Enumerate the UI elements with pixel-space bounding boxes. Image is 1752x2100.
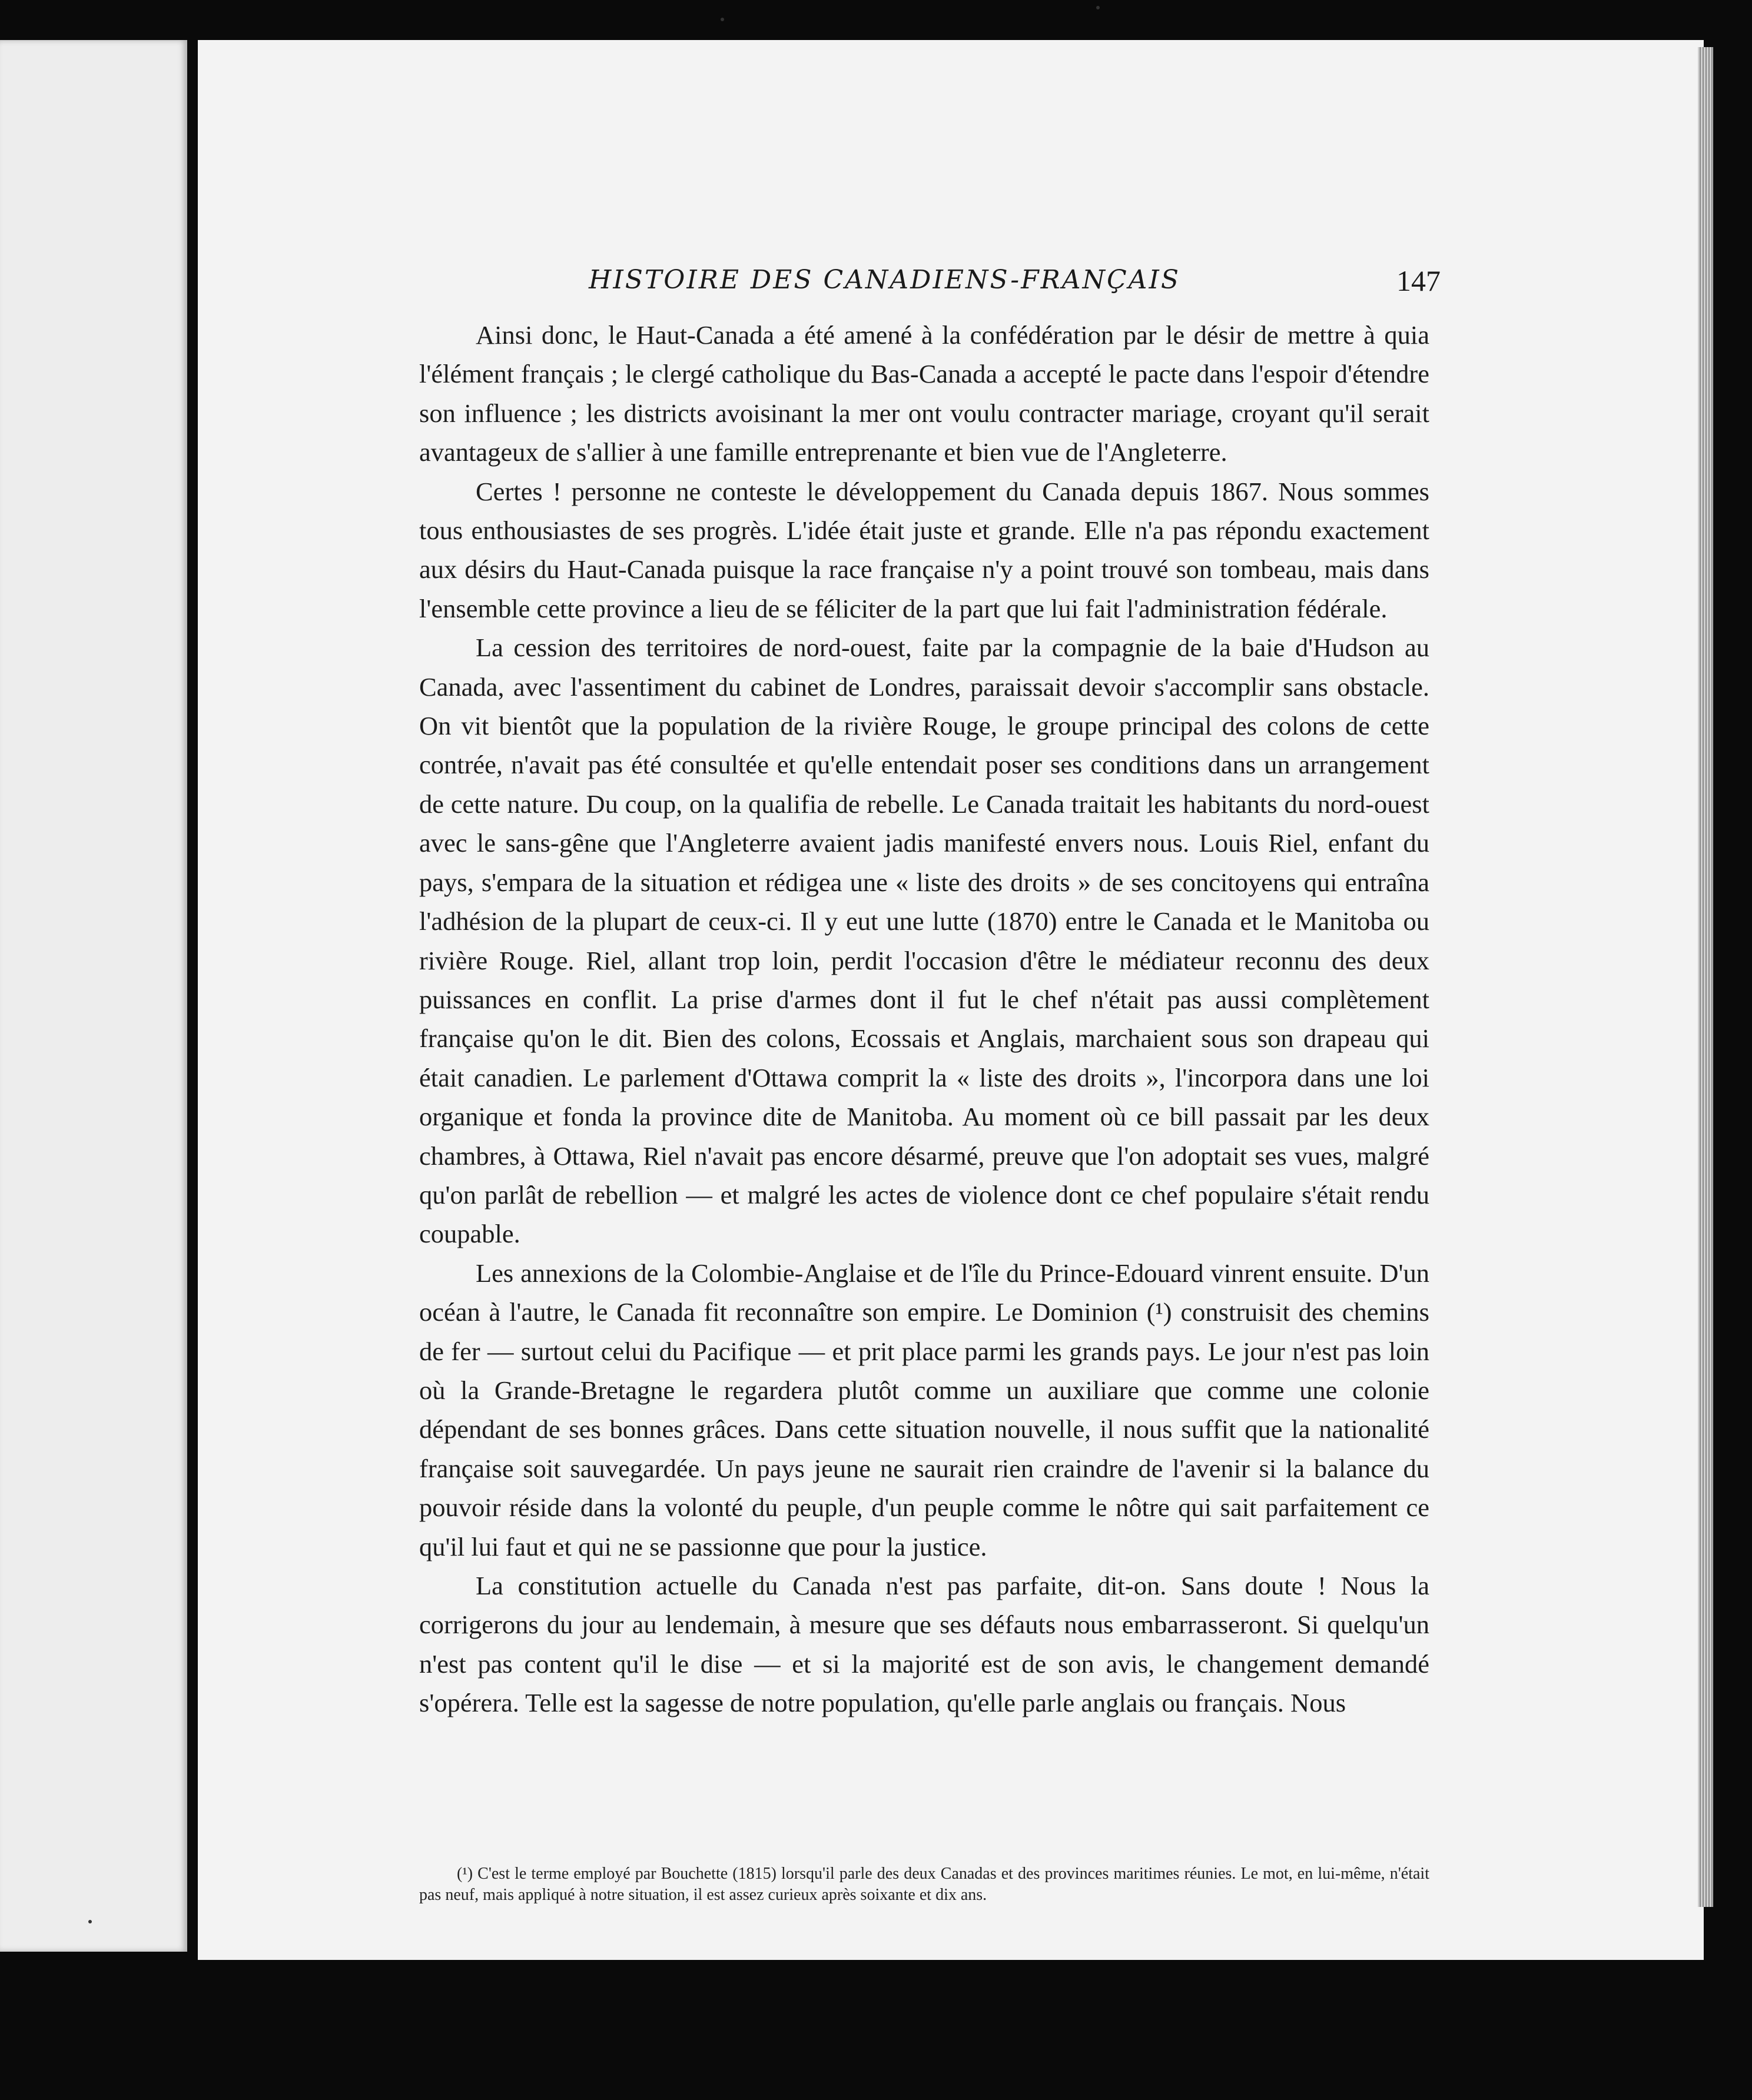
facing-page-edge bbox=[0, 40, 187, 1952]
film-speck bbox=[721, 18, 724, 21]
paragraph: Ainsi donc, le Haut-Canada a été amené à la confédération par le désir de mettre à quia l'élément français ; le clergé catholique du Bas-Canada a accepté le pacte dans l'espoir d'étendre son influence ; les districts avoisinant la mer ont voulu contracter mariage, croyant qu'il serait avantageux de s'allier à une famille entreprenante et bien vue de l'Angleterre. bbox=[419, 320, 1429, 467]
running-title: HISTOIRE DES CANADIENS-FRANÇAIS bbox=[589, 265, 1180, 295]
paragraph: Les annexions de la Colombie-Anglaise et de l'île du Prince-Edouard vinrent ensuite. D'un océan à l'autre, le Canada fit reconnaître son empire. Le Dominion (¹) construisit des chemins de fer — surtout celui du Pacifique — et prit place parmi les grands pays. Le jour n'est pas loin où la Grande-Bretagne le regardera plutôt comme un auxiliare que comme une colonie dépendant de ses bonnes grâces. Dans cette situation nouvelle, il nous suffit que la nationalité française soit sauvegardée. Un pays jeune ne saurait rien craindre de l'avenir si la balance du pouvoir réside dans la volonté du peuple, d'un peuple comme le nôtre qui sait parfaitement ce qu'il lui faut et qui ne se passionne que pour la justice. bbox=[419, 1258, 1429, 1561]
paragraph: Certes ! personne ne conteste le développement du Canada depuis 1867. Nous sommes tous enthousiastes de ses progrès. L'idée était juste et grande. Elle n'a pas répondu exactement aux désirs du Haut-Canada puisque la race française n'y a point trouvé son tombeau, mais dans l'ensemble cette province a lieu de se féliciter de la part que lui fait l'administration fédérale. bbox=[419, 476, 1429, 623]
paragraph: La constitution actuelle du Canada n'est pas parfaite, dit-on. Sans doute ! Nous la corrigerons du jour au lendemain, à mesure que ses défauts nous embarrasseront. Si quelqu'un n'est pas content qu'il le dise — et si la majorité est de son avis, le changement demandé s'opérera. Telle est la sagesse de notre population, qu'elle parle anglais ou français. Nous bbox=[419, 1571, 1429, 1718]
footnote: (¹) C'est le terme employé par Bouchette (1815) lorsqu'il parle des deux Canadas et des provinces maritimes réunies. Le mot, en lui-même, n'était pas neuf, mais appliqué à notre situation, il est assez curieux après soixante et dix ans. bbox=[419, 1865, 1429, 1904]
film-speck bbox=[1096, 6, 1100, 9]
page-stack-edge bbox=[1698, 47, 1713, 1907]
body-text bbox=[419, 315, 1429, 1723]
film-speck bbox=[88, 1920, 92, 1923]
page-number: 147 bbox=[1396, 264, 1441, 297]
paragraph: La cession des territoires de nord-ouest, faite par la compagnie de la baie d'Hudson au Canada, avec l'assentiment du cabinet de Londres, paraissait devoir s'accomplir sans obstacle. On vit bientôt que la population de la rivière Rouge, le groupe principal des colons de cette contrée, n'avait pas été consultée et qu'elle entendait poser ses conditions dans un arrangement de cette nature. Du coup, on la qualifia de rebelle. Le Canada traitait les habitants du nord-ouest avec le sans-gêne que l'Angleterre avaient jadis manifesté envers nous. Louis Riel, enfant du pays, s'empara de la situation et rédigea une « liste des droits » de ses concitoyens qui entraîna l'adhésion de la plupart de ceux-ci. Il y eut une lutte (1870) entre le Canada et le Manitoba ou rivière Rouge. Riel, allant trop loin, perdit l'occasion d'être le médiateur reconnu des deux puissances en conflit. La prise d'armes dont il fut le chef n'était pas aussi complètement française qu'on le dit. Bien des colons, Ecossais et Anglais, marchaient sous son drapeau qui était canadien. Le parlement d'Ottawa comprit la « liste des droits », l'incorpora dans une loi organique et fonda la province dite de Manitoba. Au moment où ce bill passait par les deux chambres, à Ottawa, Riel n'avait pas encore désarmé, preuve que l'on adoptait ses vues, malgré qu'on parlât de rebellion — et malgré les actes de violence dont ce chef populaire s'était rendu coupable. bbox=[419, 633, 1429, 1249]
footnotes bbox=[419, 1863, 1429, 1906]
